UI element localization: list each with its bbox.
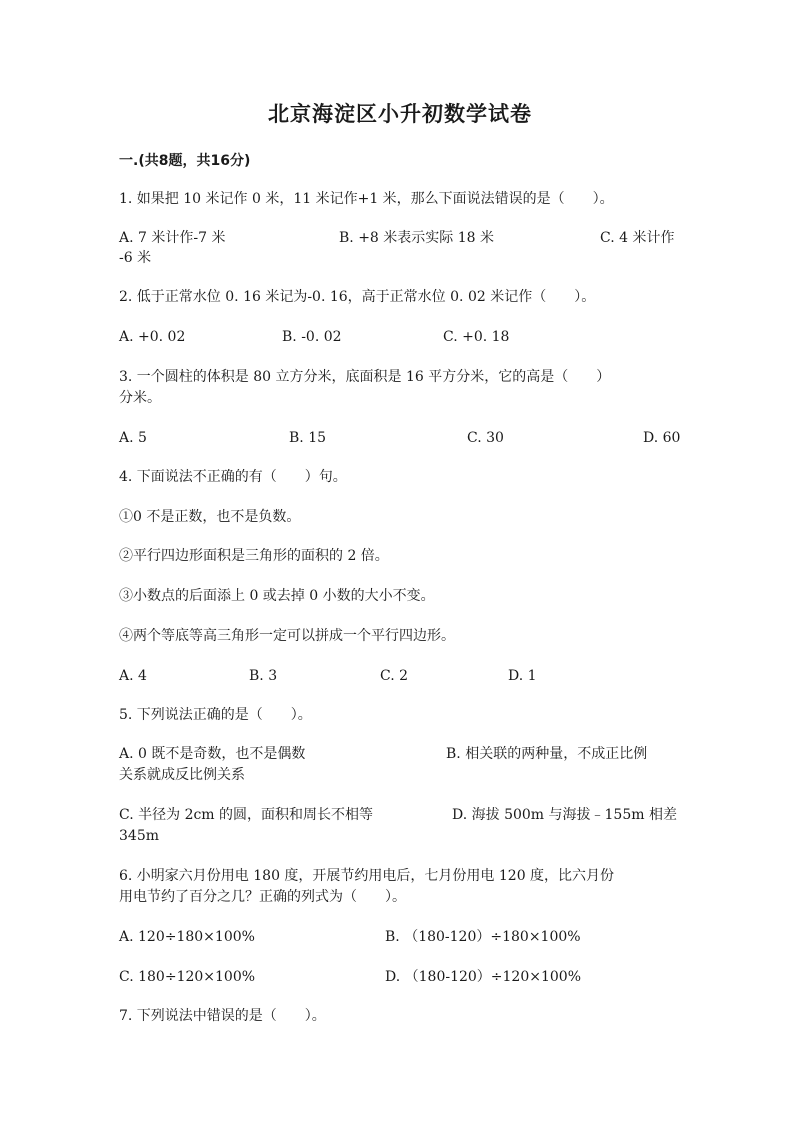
question-2-stem: 2. 低于正常水位 0. 16 米记为-0. 16，高于正常水位 0. 02 米记作（ ）。	[119, 289, 596, 305]
question-1-option-b: B. +8 米表示实际 18 米	[339, 230, 494, 246]
page-title: 北京海淀区小升初数学试卷	[268, 102, 532, 126]
question-2-option-b: B. -0. 02	[282, 329, 342, 345]
question-6-option-d: D. （180-120）÷120×100%	[385, 969, 582, 985]
question-5-option-d: D. 海拔 500m 与海拔﹣155m 相差	[452, 807, 677, 823]
question-6-stem-continued: 用电节约了百分之几？正确的列式为（ ）。	[119, 889, 406, 905]
question-1-option-a: A. 7 米计作-7 米	[119, 230, 226, 246]
question-2-option-c: C. +0. 18	[443, 329, 510, 345]
question-4-stem: 4. 下面说法不正确的有（ ）句。	[119, 469, 347, 485]
question-4-option-a: A. 4	[119, 668, 147, 684]
question-5-option-c: C. 半径为 2cm 的圆，面积和周长不相等	[119, 807, 374, 823]
question-3-option-a: A. 5	[119, 430, 147, 446]
question-5-option-b-continued: 关系就成反比例关系	[119, 767, 245, 783]
question-3-option-b: B. 15	[289, 430, 327, 446]
question-3-stem: 3. 一个圆柱的体积是 80 立方分米，底面积是 16 平方分米，它的高是（ ）	[119, 369, 611, 385]
question-4-statement-3: ③小数点的后面添上 0 或去掉 0 小数的大小不变。	[119, 588, 435, 604]
question-4-option-d: D. 1	[508, 668, 537, 684]
question-3-option-c: C. 30	[467, 430, 504, 446]
question-4-option-b: B. 3	[249, 668, 278, 684]
question-5-option-b: B. 相关联的两种量，不成正比例	[446, 746, 648, 762]
question-2-option-a: A. +0. 02	[119, 329, 186, 345]
question-5-option-d-continued: 345m	[119, 828, 159, 844]
question-1-option-c: C. 4 米计作	[600, 230, 675, 246]
question-6-stem: 6. 小明家六月份用电 180 度，开展节约用电后，七月份用电 120 度，比六月份	[119, 868, 615, 884]
question-7-stem: 7. 下列说法中错误的是（ ）。	[119, 1008, 326, 1024]
question-5-stem: 5. 下列说法正确的是（ ）。	[119, 707, 312, 723]
question-3-option-d: D. 60	[643, 430, 681, 446]
question-3-stem-continued: 分米。	[119, 390, 161, 406]
question-4-option-c: C. 2	[380, 668, 409, 684]
question-1-option-c-continued: -6 米	[119, 250, 152, 266]
question-4-statement-1: ①0 不是正数，也不是负数。	[119, 509, 301, 525]
question-5-option-a: A. 0 既不是奇数，也不是偶数	[119, 746, 306, 762]
question-6-option-a: A. 120÷180×100%	[119, 929, 255, 945]
question-4-statement-2: ②平行四边形面积是三角形的面积的 2 倍。	[119, 548, 389, 564]
question-6-option-c: C. 180÷120×100%	[119, 969, 256, 985]
question-4-statement-4: ④两个等底等高三角形一定可以拼成一个平行四边形。	[119, 628, 455, 644]
section-heading: 一.(共8题，共16分)	[119, 153, 251, 169]
question-1-stem: 1. 如果把 10 米记作 0 米，11 米记作+1 米，那么下面说法错误的是（ ）。	[119, 191, 614, 207]
question-6-option-b: B. （180-120）÷180×100%	[385, 929, 581, 945]
